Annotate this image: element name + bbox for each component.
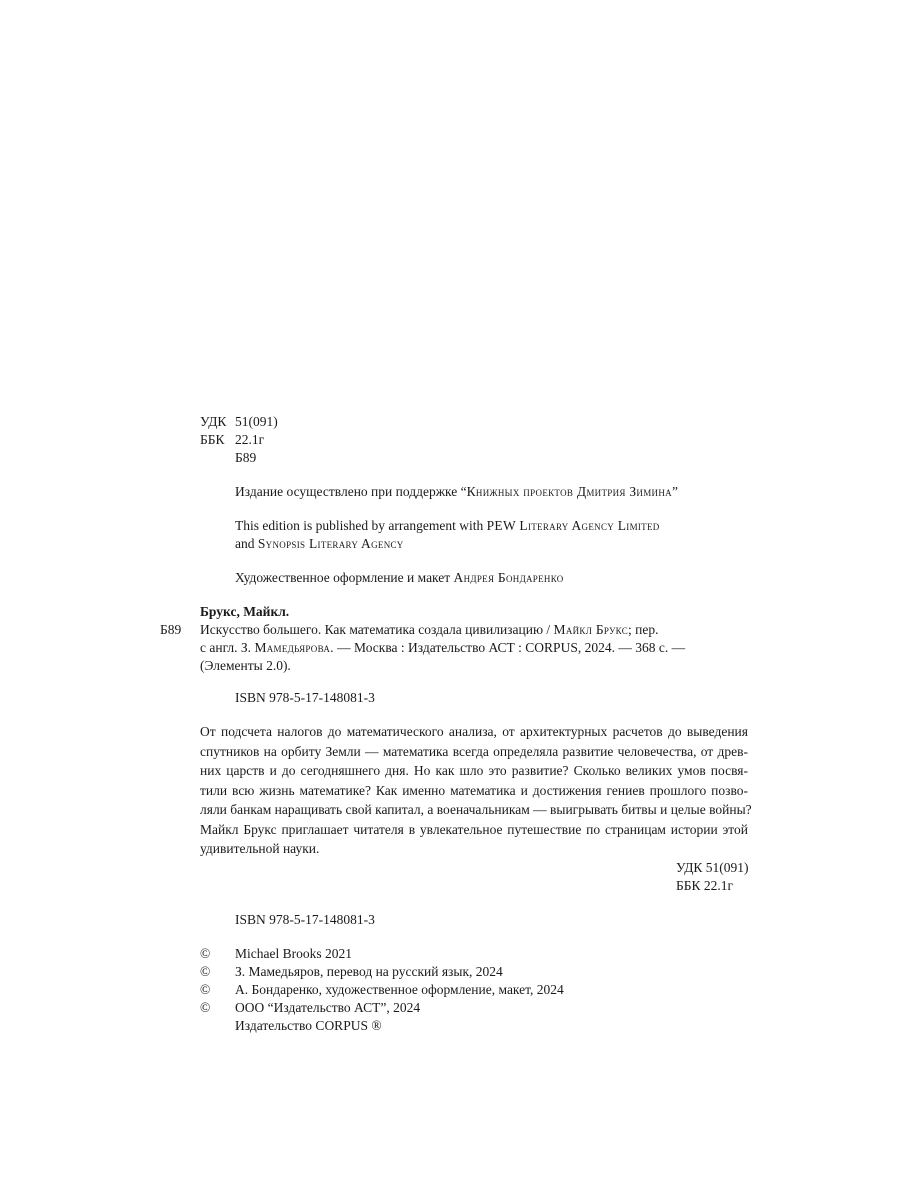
isbn-top: ISBN 978-5-17-148081-3: [235, 690, 375, 705]
bbk-label: ББК: [200, 432, 225, 447]
isbn-bottom: ISBN 978-5-17-148081-3: [235, 912, 375, 927]
copyright-text: А. Бондаренко, художественное оформление, макет, 2024: [235, 982, 564, 997]
right-udk: УДК 51(091): [676, 860, 749, 875]
copyright-text: З. Мамедьяров, перевод на русский язык, 2024: [235, 964, 503, 979]
copyright-text: ООО “Издательство АСТ”, 2024: [235, 1000, 421, 1015]
copyright-symbol: ©: [200, 946, 211, 961]
catalog-author-heading: Брукс, Майкл.: [200, 604, 290, 619]
copyright-symbol: ©: [200, 964, 211, 979]
copyright-row: [200, 980, 564, 1000]
annotation-line: тили всю жизнь математике? Как именно математика и достижения гениев прошлого позво-: [200, 782, 748, 798]
annotation-line: спутников на орбиту Земли — математика всегда определяла развитие человечества, от древ-: [200, 743, 748, 759]
catalog-translator: Мамедьярова.: [254, 640, 334, 655]
annotation-paragraph: [200, 722, 752, 859]
annotation-line: ляли банкам наращивать свой капитал, а военачальникам — выигрывать битвы и целые войны?: [200, 802, 752, 817]
copyright-symbol: ©: [200, 982, 211, 997]
catalog-line2-prefix: с англ. З.: [200, 640, 255, 655]
rights-note-line-2: [235, 534, 404, 554]
design-note: [235, 568, 564, 588]
annotation-line: удивительной науки.: [200, 841, 320, 856]
support-note-prefix: Издание осуществлено при поддержке “: [235, 484, 467, 499]
imprint-line: Издательство CORPUS ®: [235, 1018, 382, 1033]
copyright-text: Michael Brooks 2021: [235, 946, 352, 961]
udk-label: УДК: [200, 414, 227, 429]
copyright-symbol: ©: [200, 1000, 211, 1015]
catalog-publisher-info: — Москва : Издательство АСТ : CORPUS, 2024. — 368 с. —: [333, 640, 686, 655]
catalog-line-2: [200, 638, 685, 658]
rights-agency-synopsis: Synopsis Literary Agency: [257, 536, 404, 551]
copyright-row: [200, 962, 503, 982]
catalog-line-1: [200, 620, 658, 640]
annotation-line: них царств и до сегодняшнего дня. Но как шло это развитие? Сколько великих умов посвя-: [200, 763, 748, 778]
designer-name: Андрея Бондаренко: [453, 570, 564, 585]
support-note-suffix: ”: [671, 484, 678, 499]
catalog-title: Искусство большего. Как математика создала цивилизацию /: [200, 622, 554, 637]
design-note-prefix: Художественное оформление и макет: [235, 570, 454, 585]
copyright-row: [200, 944, 352, 964]
rights-agency-pew: PEW Literary Agency Limited: [486, 518, 660, 533]
catalog-sign: Б89: [160, 622, 182, 637]
support-program: Книжных проектов Дмитрия Зимина: [466, 484, 672, 499]
udk-value: 51(091): [235, 414, 278, 429]
rights-line2-prefix: and: [235, 536, 258, 551]
catalog-author: Майкл Брукс: [553, 622, 629, 637]
annotation-line: Майкл Брукс приглашает читателя в увлекательное путешествие по страницам истории этой: [200, 821, 748, 837]
bbk-value: 22.1г: [235, 432, 265, 447]
catalog-series: (Элементы 2.0).: [200, 658, 291, 673]
rights-line1-prefix: This edition is published by arrangement with: [235, 518, 487, 533]
support-note: [235, 482, 678, 502]
right-bbk: ББК 22.1г: [676, 878, 734, 893]
copyright-row: [200, 998, 420, 1018]
annotation-line: От подсчета налогов до математического анализа, от архитектурных расчетов до выведения: [200, 724, 748, 739]
author-sign: Б89: [235, 450, 257, 465]
catalog-line1-suffix: ; пер.: [628, 622, 659, 637]
rights-note-line-1: [235, 516, 660, 536]
